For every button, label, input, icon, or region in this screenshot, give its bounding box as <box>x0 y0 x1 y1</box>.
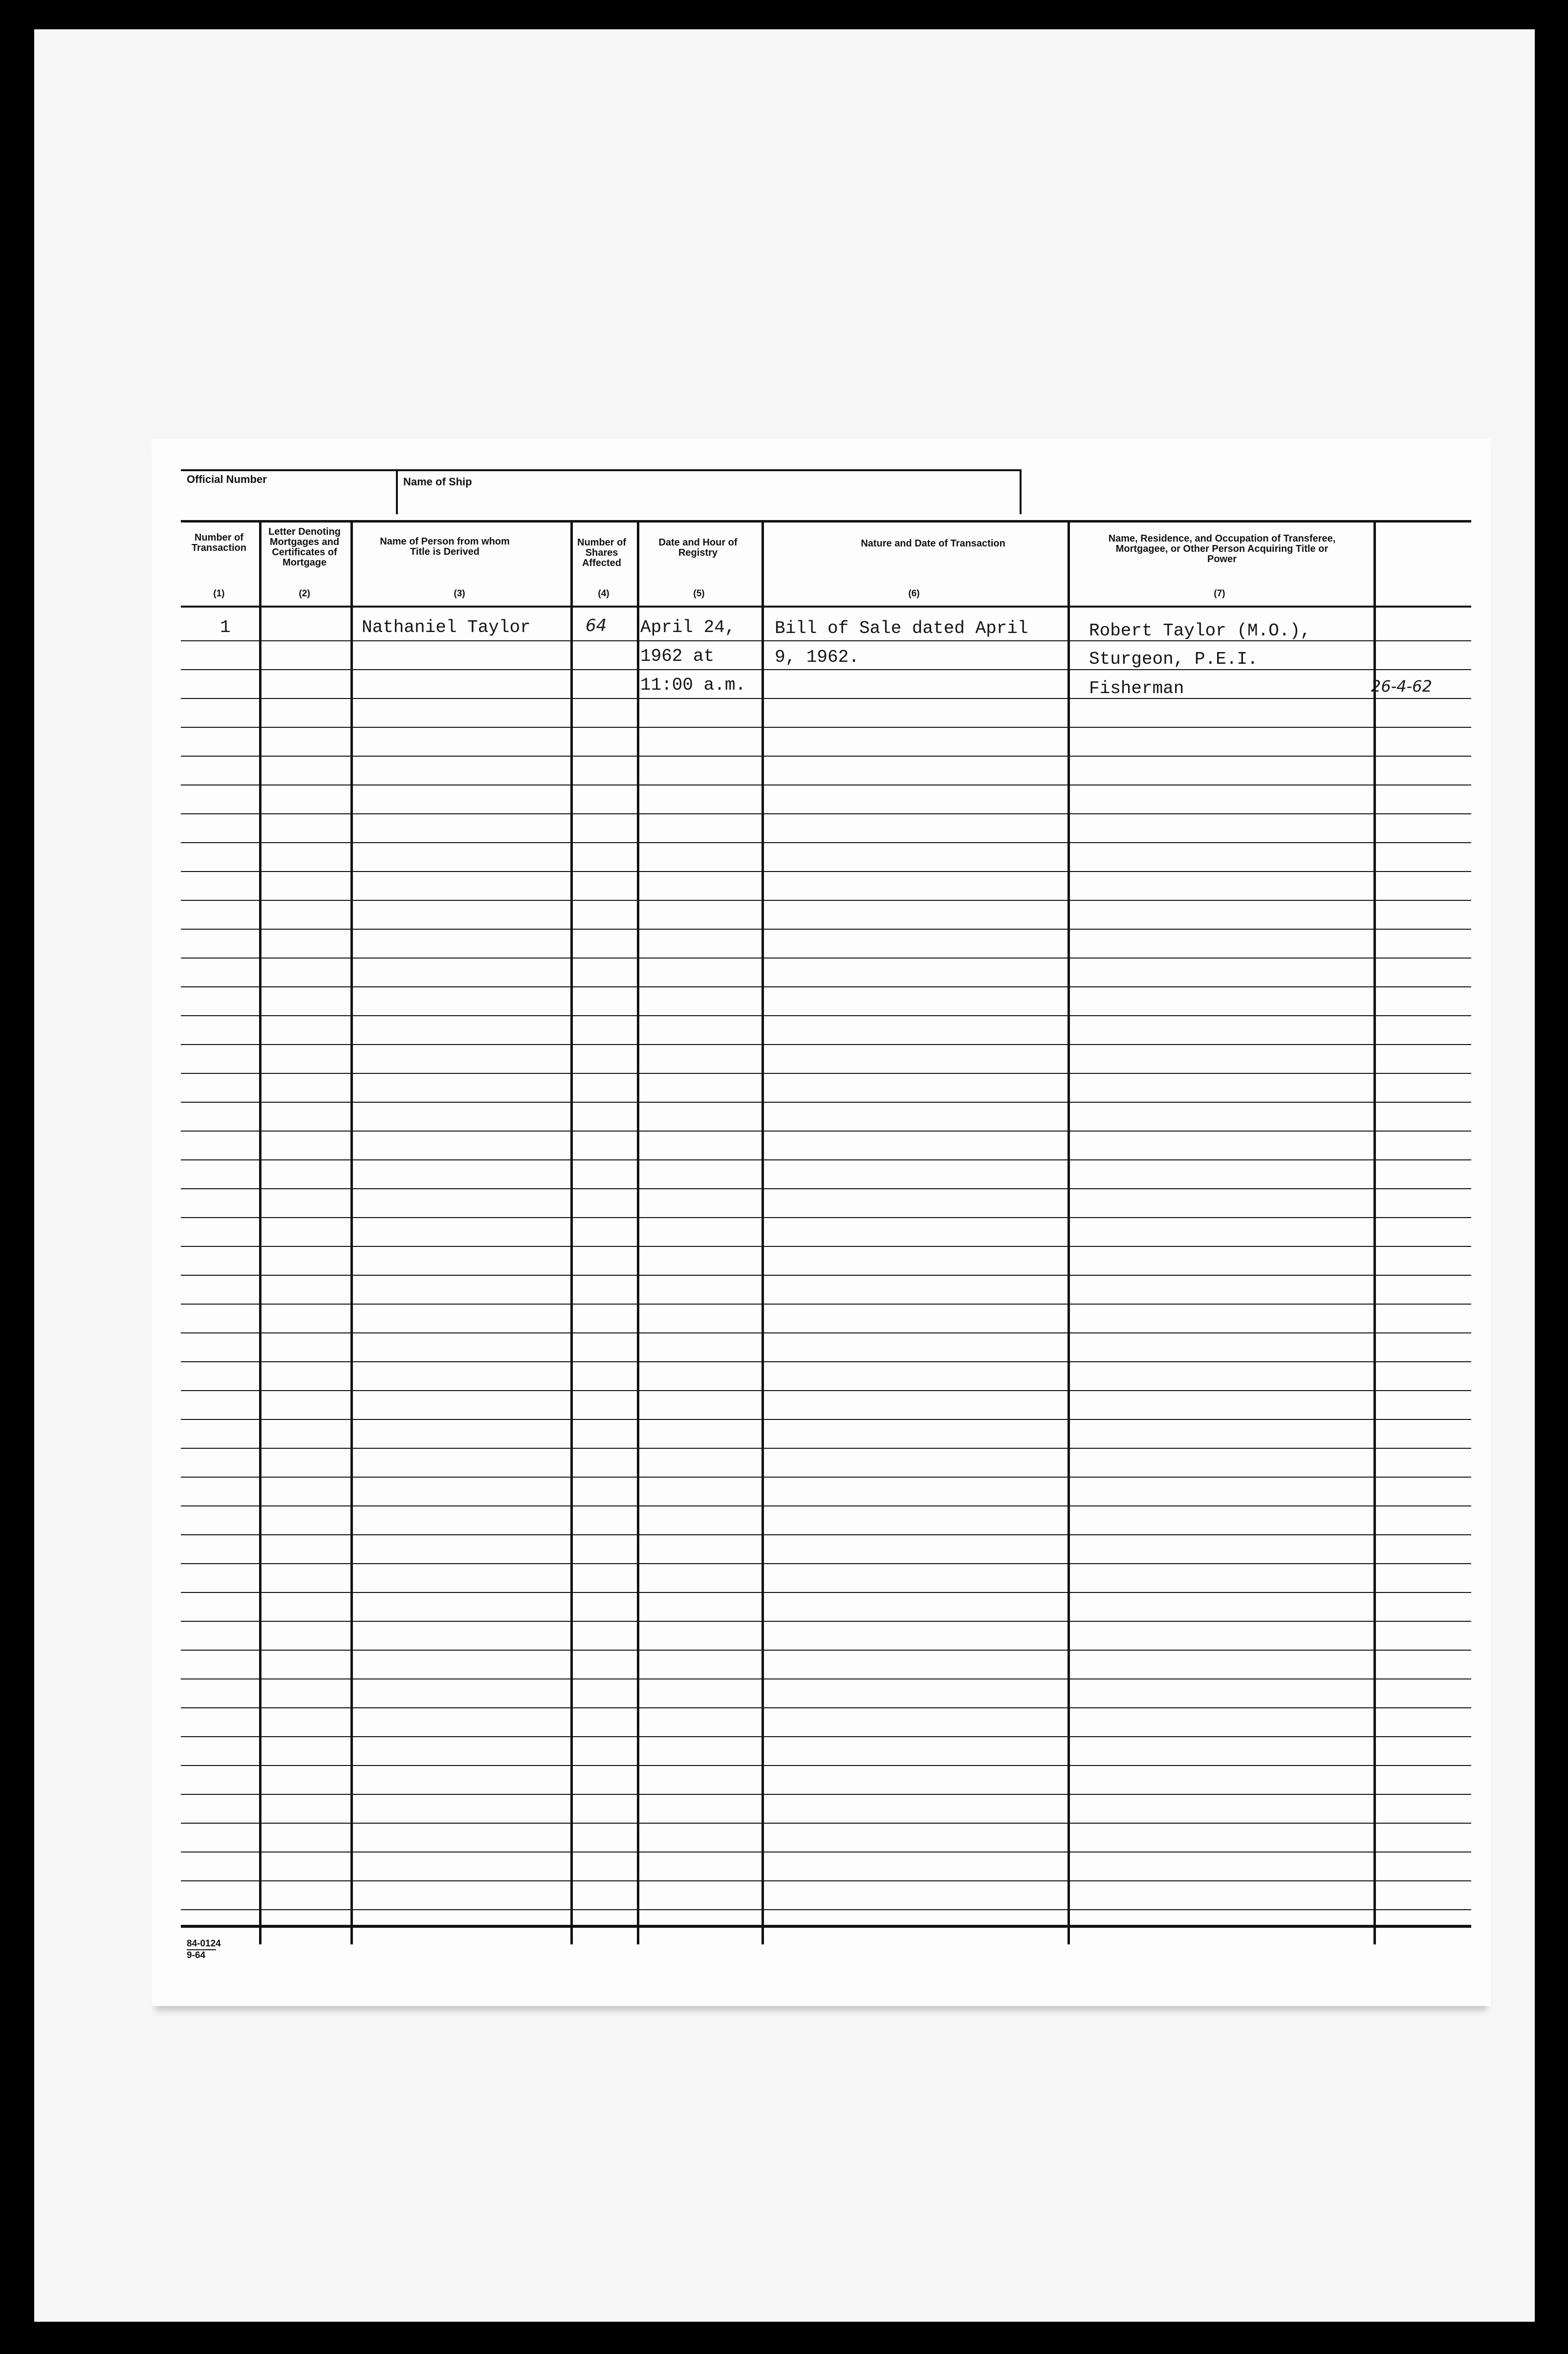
column-number-7: (7) <box>1214 588 1225 599</box>
ruled-line <box>181 1794 1471 1795</box>
header-bottom-line <box>181 606 1471 608</box>
form-code-number: 84-0124 <box>187 1939 221 1949</box>
column-header-1: Number of Transaction <box>191 532 247 553</box>
ruled-line <box>181 698 1471 699</box>
shares-affected: 64 <box>586 616 607 635</box>
from-person: Nathaniel Taylor <box>362 617 531 637</box>
scanned-page <box>34 29 1535 2322</box>
ruled-line <box>181 1217 1471 1218</box>
transaction-number: 1 <box>220 617 231 637</box>
form-code <box>187 1939 221 1961</box>
ruled-line <box>181 1044 1471 1045</box>
registry-date-line-3: 11:00 a.m. <box>640 675 746 695</box>
ruled-line <box>181 1448 1471 1449</box>
column-divider-3 <box>570 522 573 1944</box>
ruled-line <box>181 1332 1471 1333</box>
top-border <box>181 469 1022 471</box>
column-header-7: Name, Residence, and Occupation of Transferee, Mortgagee, or Other Person Acquiring Title or Power <box>1108 533 1336 565</box>
ruled-line <box>181 1015 1471 1016</box>
column-divider-7 <box>1373 522 1376 1944</box>
ruled-line <box>181 1534 1471 1535</box>
column-divider-5 <box>762 522 764 1944</box>
ship-registry-form <box>152 439 1491 2006</box>
column-header-3: Name of Person from whom Title is Derived <box>380 536 510 557</box>
ruled-line <box>181 1102 1471 1103</box>
registry-date-line-2: 1962 at <box>640 646 715 666</box>
column-header-6: Nature and Date of Transaction <box>861 538 1005 549</box>
ruled-line <box>181 929 1471 930</box>
ruled-line <box>181 1592 1471 1593</box>
column-number-4: (4) <box>598 588 610 599</box>
ruled-line <box>181 1246 1471 1247</box>
ruled-line <box>181 900 1471 901</box>
ruled-line <box>181 1852 1471 1853</box>
column-number-1: (1) <box>213 588 225 599</box>
ruled-line <box>181 1823 1471 1824</box>
transferee-line-3: Fisherman <box>1089 678 1184 698</box>
transaction-nature-line-1: Bill of Sale dated April <box>775 618 1028 638</box>
bottom-border <box>181 1925 1471 1928</box>
header-top-line <box>181 520 1471 523</box>
column-divider-6 <box>1067 522 1070 1944</box>
form-code-divider <box>187 1949 216 1950</box>
column-divider-2 <box>350 522 353 1944</box>
column-number-2: (2) <box>299 588 310 599</box>
ruled-line <box>181 1621 1471 1622</box>
ruled-line <box>181 669 1471 670</box>
ruled-line <box>181 1477 1471 1478</box>
ruled-line <box>181 1505 1471 1506</box>
ruled-line <box>181 1563 1471 1564</box>
ruled-line <box>181 727 1471 728</box>
ruled-line <box>181 1736 1471 1737</box>
ruled-line <box>181 958 1471 959</box>
ruled-line <box>181 1188 1471 1189</box>
ruled-line <box>181 1678 1471 1679</box>
column-divider-1 <box>259 522 261 1944</box>
ruled-line <box>181 871 1471 872</box>
ruled-line <box>181 813 1471 814</box>
column-number-6: (6) <box>908 588 920 599</box>
ship-box-left-border <box>396 469 398 514</box>
ruled-line <box>181 1073 1471 1074</box>
column-divider-4 <box>637 522 639 1944</box>
ruled-line <box>181 986 1471 987</box>
column-header-5: Date and Hour of Registry <box>658 537 738 558</box>
ship-name-label: Name of Ship <box>403 476 472 488</box>
ruled-line <box>181 1707 1471 1708</box>
official-number-label: Official Number <box>187 473 267 485</box>
ruled-line <box>181 756 1471 757</box>
ruled-line <box>181 1765 1471 1766</box>
form-code-date: 9-64 <box>187 1950 206 1961</box>
column-number-5: (5) <box>693 588 705 599</box>
registry-date-line-1: April 24, <box>640 617 736 637</box>
ruled-line <box>181 1880 1471 1881</box>
ruled-line <box>181 1131 1471 1132</box>
ruled-line <box>181 1275 1471 1276</box>
column-header-2: Letter Denoting Mortgages and Certificates of Mortgage <box>268 526 341 568</box>
ruled-line <box>181 1304 1471 1305</box>
ruled-line <box>181 1390 1471 1391</box>
column-header-4: Number of Shares Affected <box>577 537 626 568</box>
ruled-line <box>181 842 1471 843</box>
column-number-3: (3) <box>454 588 465 599</box>
ruled-line <box>181 1159 1471 1160</box>
ruled-line <box>181 1909 1471 1910</box>
transaction-nature-line-2: 9, 1962. <box>775 647 859 667</box>
ruled-line <box>181 1650 1471 1651</box>
handwritten-date: 26-4-62 <box>1371 677 1432 696</box>
ruled-line <box>181 1361 1471 1362</box>
ruled-line <box>181 1419 1471 1420</box>
transferee-line-2: Sturgeon, P.E.I. <box>1089 649 1258 669</box>
ship-box-right-border <box>1020 469 1022 514</box>
transferee-line-1: Robert Taylor (M.O.), <box>1089 621 1311 641</box>
